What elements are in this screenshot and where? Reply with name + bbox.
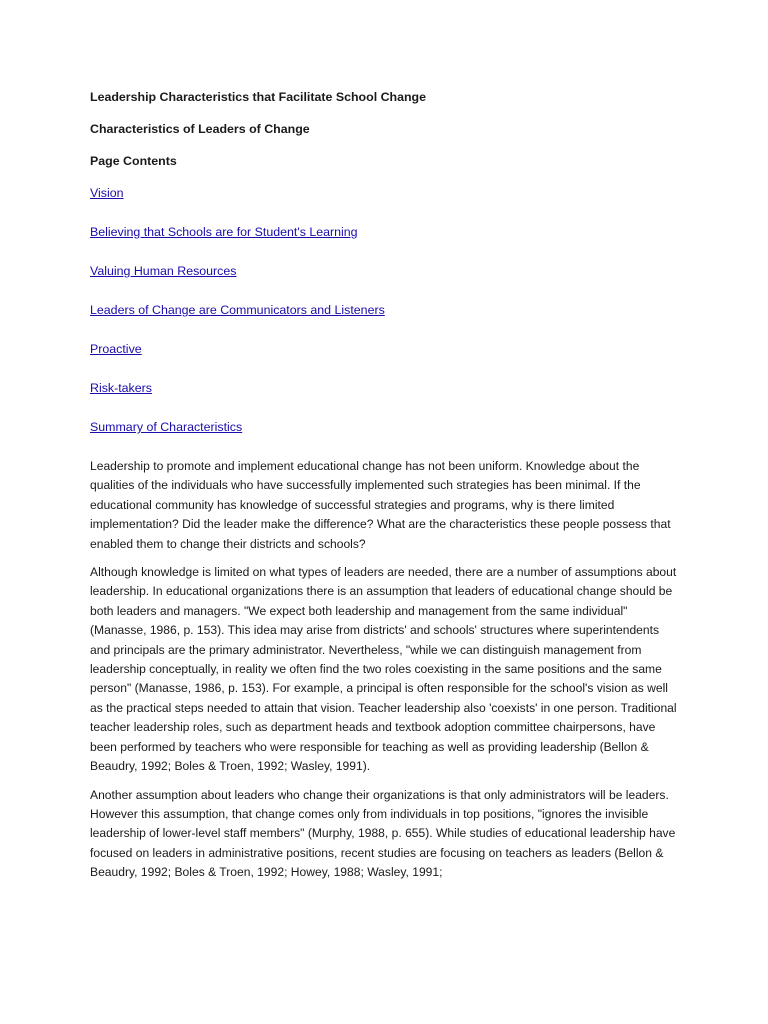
table-of-contents — [90, 184, 690, 436]
page-contents-heading: Page Contents — [90, 154, 177, 168]
toc-link-summary[interactable]: Summary of Characteristics — [90, 420, 243, 434]
document-subtitle: Characteristics of Leaders of Change — [90, 122, 310, 136]
document-title: Leadership Characteristics that Facilitate School Change — [90, 90, 427, 104]
paragraph-intro: Leadership to promote and implement educational change has not been uniform. Knowledge about the qualities of the individuals who have successfully implemented such strategies has been minimal. If the educational community has knowledge of successful strategies and programs, why is there limited implementation? Did the leader make the difference? What are the characteristics these people possess that enabled them to change their districts and schools? — [90, 459, 671, 551]
toc-link-proactive[interactable]: Proactive — [90, 342, 142, 356]
paragraph-another-assumption: Another assumption about leaders who change their organizations is that only administrators will be leaders. However this assumption, that change comes only from individuals in top positions, "ignores the invisible leadership of lower-level staff members" (Murphy, 1988, p. 655). While studies of educational leadership have focused on leaders in administrative positions, recent studies are focusing on teachers as leaders (Bellon & Beaudry, 1992; Boles & Troen, 1992; Howey, 1988; Wasley, 1991; — [90, 787, 676, 880]
document-page — [90, 88, 690, 892]
toc-link-communicators-listeners[interactable]: Leaders of Change are Communicators and Listeners — [90, 303, 385, 317]
toc-link-student-learning[interactable]: Believing that Schools are for Student's Learning — [90, 225, 358, 239]
toc-link-human-resources[interactable]: Valuing Human Resources — [90, 264, 237, 278]
toc-link-vision[interactable]: Vision — [90, 186, 124, 200]
paragraph-assumptions: Although knowledge is limited on what types of leaders are needed, there are a number of assumptions about leadership. In educational organizations there is an assumption that leaders of educational change should be both leaders and managers. "We expect both leadership and management from the same individual" (Manasse, 1986, p. 153). This idea may arise from districts' and schools' structures where superintendents and principals are the primary administrator. Nevertheless, "while we can distinguish management from leadership conceptually, in reality we often find the two roles coexisting in the same positions and the same person" (Manasse, 1986, p. 153). For example, a principal is often responsible for the school's vision as well as the practical steps needed to attain that vision. Teacher leadership also 'coexists' in one person. Traditional teacher leadership roles, such as department heads and textbook adoption committee chairpersons, have been performed by teachers who were responsible for teaching as well as providing leadership (Bellon & Beaudry, 1992; Boles & Troen, 1992; Wasley, 1991). — [90, 565, 677, 774]
toc-link-risk-takers[interactable]: Risk-takers — [90, 381, 152, 395]
